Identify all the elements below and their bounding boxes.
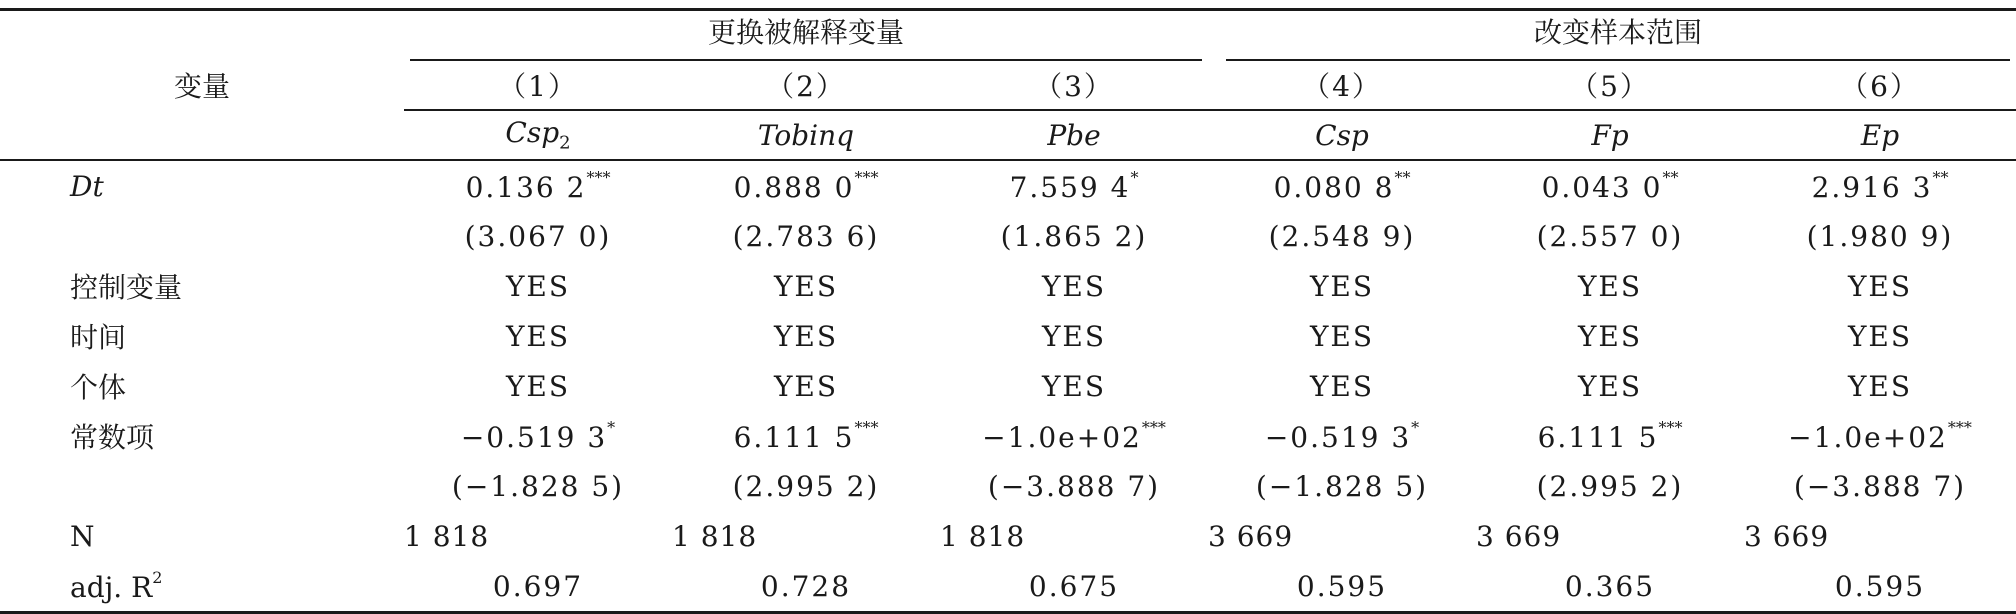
table-row-n	[0, 511, 2016, 561]
coef-value: 0.043 0	[1541, 171, 1663, 204]
r2-3: 0.675	[1028, 569, 1120, 603]
group-header-dependent	[404, 11, 1208, 61]
dt-coef-1	[404, 160, 672, 211]
col-number-2: （2）	[672, 61, 940, 110]
coef-value: −1.0e+02	[1788, 421, 1948, 454]
significance-stars: ***	[1658, 418, 1683, 437]
table-row-adj-r2	[0, 561, 2016, 611]
col-number-3: （3）	[940, 61, 1208, 110]
significance-stars: **	[1394, 168, 1411, 187]
dt-coef-6	[1744, 160, 2016, 211]
col-number-4: （4）	[1208, 61, 1476, 110]
n-4: 3 669	[1208, 519, 1294, 553]
variable-column-header: 变量	[0, 11, 404, 160]
significance-stars: ***	[854, 418, 879, 437]
significance-stars: *	[1130, 168, 1139, 187]
dt-coef-2	[672, 160, 940, 211]
significance-stars: **	[1932, 168, 1949, 187]
group-header-sample	[1208, 11, 2016, 61]
const-coef-4	[1208, 411, 1476, 461]
controls-3: YES	[1041, 269, 1107, 303]
time-4: YES	[1309, 319, 1375, 353]
n-1: 1 818	[404, 519, 490, 553]
regression-table	[0, 8, 2016, 614]
dep-var-4: Csp	[1208, 110, 1476, 160]
dt-tstat-3: (1.865 2)	[1000, 219, 1148, 253]
coef-value: −0.519 3	[460, 421, 608, 454]
dt-coef-3	[940, 160, 1208, 211]
time-1: YES	[505, 319, 571, 353]
row-label-time: 时间	[70, 321, 127, 354]
dt-tstat-5: (2.557 0)	[1536, 219, 1684, 253]
r2-label-text: adj. R	[70, 571, 153, 604]
row-label-adj-r2	[0, 561, 404, 611]
n-2: 1 818	[672, 519, 758, 553]
table-row-individual	[0, 361, 2016, 411]
const-coef-2	[672, 411, 940, 461]
dt-tstat-6: (1.980 9)	[1806, 219, 1954, 253]
table-row-time	[0, 311, 2016, 361]
coef-value: 6.111 5	[733, 421, 855, 454]
dep-var-1	[404, 110, 672, 160]
coef-value: 0.136 2	[465, 171, 587, 204]
controls-4: YES	[1309, 269, 1375, 303]
controls-1: YES	[505, 269, 571, 303]
row-label-n: N	[70, 519, 95, 553]
row-label-dt: Dt	[70, 169, 104, 203]
const-tstat-2: (2.995 2)	[732, 469, 880, 503]
coef-value: 0.888 0	[733, 171, 855, 204]
row-label-empty	[0, 461, 404, 511]
row-label-controls: 控制变量	[70, 271, 183, 304]
dt-coef-5	[1476, 160, 1744, 211]
individual-4: YES	[1309, 369, 1375, 403]
table-row-dt-tstat	[0, 211, 2016, 261]
significance-stars: ***	[854, 168, 879, 187]
r2-label-superscript: 2	[152, 568, 163, 587]
r2-1: 0.697	[492, 569, 584, 603]
dep-var-1-name: Csp	[505, 116, 560, 150]
controls-6: YES	[1847, 269, 1913, 303]
group-header-row	[0, 11, 2016, 61]
r2-4: 0.595	[1296, 569, 1388, 603]
individual-5: YES	[1577, 369, 1643, 403]
individual-3: YES	[1041, 369, 1107, 403]
table-row-controls	[0, 261, 2016, 311]
time-6: YES	[1847, 319, 1913, 353]
const-tstat-5: (2.995 2)	[1536, 469, 1684, 503]
col-number-1: （1）	[404, 61, 672, 110]
const-coef-5	[1476, 411, 1744, 461]
r2-5: 0.365	[1564, 569, 1656, 603]
significance-stars: ***	[1947, 418, 1972, 437]
significance-stars: *	[607, 418, 616, 437]
significance-stars: *	[1411, 418, 1420, 437]
dep-var-3: Pbe	[940, 110, 1208, 160]
row-label-individual: 个体	[70, 371, 127, 404]
individual-6: YES	[1847, 369, 1913, 403]
table-row-dt-coef	[0, 160, 2016, 211]
const-tstat-4: (−1.828 5)	[1255, 469, 1429, 503]
dt-tstat-4: (2.548 9)	[1268, 219, 1416, 253]
const-coef-6	[1744, 411, 2016, 461]
individual-2: YES	[773, 369, 839, 403]
dt-tstat-2: (2.783 6)	[732, 219, 880, 253]
dt-coef-4	[1208, 160, 1476, 211]
table-row-const-tstat	[0, 461, 2016, 511]
bottom-rule	[0, 611, 2016, 613]
dep-var-6: Ep	[1744, 110, 2016, 160]
row-label-empty	[0, 211, 404, 261]
time-3: YES	[1041, 319, 1107, 353]
significance-stars: **	[1662, 168, 1679, 187]
col-number-5: （5）	[1476, 61, 1744, 110]
significance-stars: ***	[586, 168, 611, 187]
coef-value: 2.916 3	[1811, 171, 1933, 204]
const-tstat-1: (−1.828 5)	[451, 469, 625, 503]
r2-2: 0.728	[760, 569, 852, 603]
col-number-6: （6）	[1744, 61, 2016, 110]
controls-2: YES	[773, 269, 839, 303]
dep-var-1-subscript: 2	[559, 132, 571, 154]
time-5: YES	[1577, 319, 1643, 353]
time-2: YES	[773, 319, 839, 353]
dep-var-5: Fp	[1476, 110, 1744, 160]
n-3: 1 818	[940, 519, 1026, 553]
significance-stars: ***	[1141, 418, 1166, 437]
const-coef-1	[404, 411, 672, 461]
const-tstat-3: (−3.888 7)	[987, 469, 1161, 503]
const-tstat-6: (−3.888 7)	[1793, 469, 1967, 503]
dep-var-2: Tobinq	[672, 110, 940, 160]
coef-value: 0.080 8	[1273, 171, 1395, 204]
const-coef-3	[940, 411, 1208, 461]
coef-value: −1.0e+02	[982, 421, 1142, 454]
individual-1: YES	[505, 369, 571, 403]
group-label-left: 更换被解释变量	[410, 11, 1202, 61]
table-row-const-coef	[0, 411, 2016, 461]
group-label-right: 改变样本范围	[1226, 11, 2010, 61]
coef-value: 6.111 5	[1537, 421, 1659, 454]
n-5: 3 669	[1476, 519, 1562, 553]
coef-value: 7.559 4	[1009, 171, 1131, 204]
dt-tstat-1: (3.067 0)	[464, 219, 612, 253]
n-6: 3 669	[1744, 519, 1830, 553]
coef-value: −0.519 3	[1264, 421, 1412, 454]
r2-6: 0.595	[1834, 569, 1926, 603]
row-label-const: 常数项	[70, 421, 155, 454]
controls-5: YES	[1577, 269, 1643, 303]
